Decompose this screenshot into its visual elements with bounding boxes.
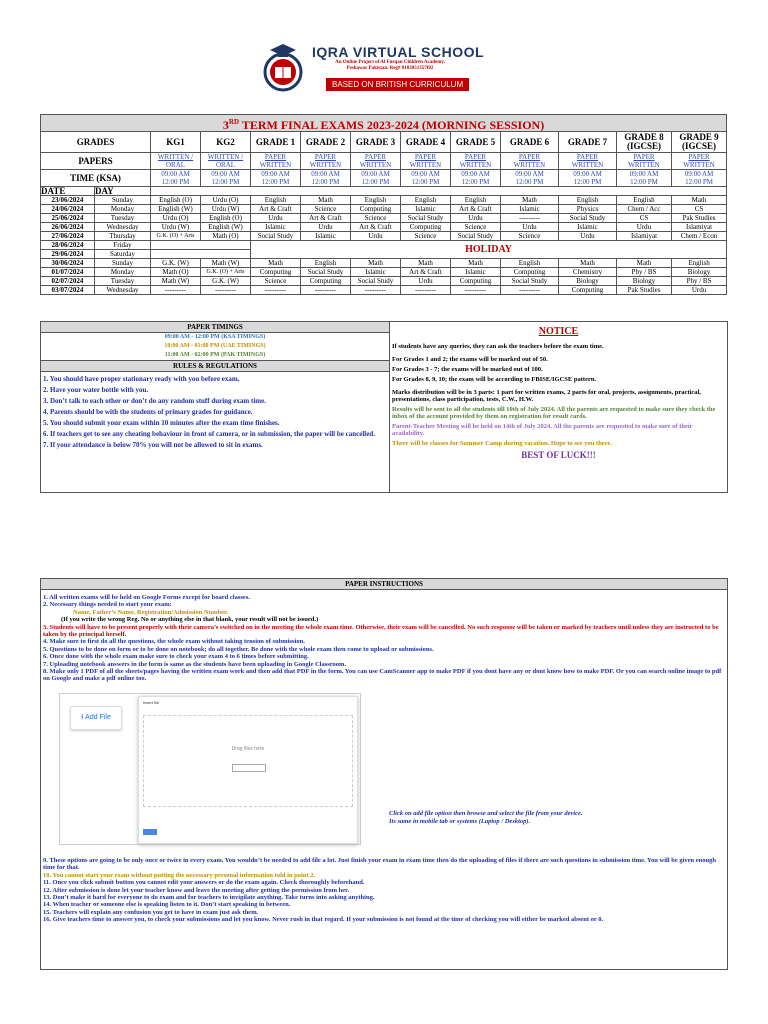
exam-subject: Math (W) <box>151 277 201 286</box>
exam-subject: Biology <box>617 277 672 286</box>
time-label: TIME (KSA) <box>41 170 151 187</box>
exam-subject: Math <box>301 196 351 205</box>
exam-subject: English <box>559 196 617 205</box>
paper-timing-time: 10:00 AM - 01:00 PM <box>164 343 220 349</box>
exam-subject: Urdu <box>301 223 351 232</box>
timings-rules-notice-section <box>40 321 728 493</box>
exam-subject: English <box>301 259 351 268</box>
exam-date: 27/06/2024 <box>41 232 95 241</box>
holiday-empty <box>151 250 251 259</box>
paper-type-line: PAPER <box>314 153 337 161</box>
day-label: DAY <box>95 187 151 196</box>
instruction-2b: (If you write the wrong Reg. No or anything else in that blank, your result will not be issued.) <box>61 616 319 624</box>
paper-type <box>617 153 672 170</box>
exam-subject: Math <box>672 196 727 205</box>
paper-type <box>151 153 201 170</box>
exam-subject: Computing <box>501 268 559 277</box>
rules-title: RULES & REGULATIONS <box>41 360 389 372</box>
exam-time-line: 09:00 AM <box>311 170 340 178</box>
instruction-15: 15. Teachers will explain any confusion you get to have in exam just ask them. <box>43 908 259 916</box>
exam-time-line: 12:00 PM <box>515 178 544 186</box>
exam-date: 23/06/2024 <box>41 196 95 205</box>
exam-subject: English <box>501 259 559 268</box>
exam-subject: Art & Craft <box>451 205 501 214</box>
drop-zone[interactable] <box>143 715 353 807</box>
exam-subject: Math <box>351 259 401 268</box>
exam-day: Friday <box>95 241 151 250</box>
exam-time <box>351 170 401 187</box>
instruction-2: 2. Necessary things needed to start your exam: <box>43 601 172 609</box>
exam-subject: English (W) <box>201 223 251 232</box>
paper-type <box>301 153 351 170</box>
exam-subject: Science <box>501 232 559 241</box>
paper-type <box>672 153 727 170</box>
paper-type <box>351 153 401 170</box>
exam-day: Wednesday <box>95 286 151 295</box>
paper-type <box>501 153 559 170</box>
paper-timings-title: PAPER TIMINGS <box>41 322 389 333</box>
exam-subject: --------- <box>301 286 351 295</box>
exam-time-line: 09:00 AM <box>684 170 714 178</box>
rule-item: 6. If teachers get to see any cheating behaviour in front of camera, or in submission, the paper will be cancelled. <box>43 430 375 438</box>
exam-subject: --------- <box>501 286 559 295</box>
title-text: TERM FINAL EXAMS 2023-2024 (MORNING SESSION) <box>239 117 545 132</box>
exam-subject: Urdu <box>451 214 501 223</box>
paper-type-line: WRITTEN <box>628 161 660 169</box>
grade-header: GRADE 4 <box>401 132 451 153</box>
holiday-empty <box>151 241 251 250</box>
rule-item: 3. Don’t talk to each other or don’t do any random stuff during exam time. <box>43 397 266 405</box>
exam-time-line: 09:00 AM <box>461 170 490 178</box>
exam-date: 01/07/2024 <box>41 268 95 277</box>
exam-time-line: 09:00 AM <box>515 170 544 178</box>
exam-subject: Pak Studies <box>672 214 727 223</box>
exam-subject: Computing <box>301 277 351 286</box>
rule-item: 1. You should have proper stationary ready with you before exam. <box>43 375 240 383</box>
exam-date: 30/06/2024 <box>41 259 95 268</box>
paper-type-line: PAPER <box>414 153 437 161</box>
exam-subject: --------- <box>501 214 559 223</box>
exam-date: 29/06/2024 <box>41 250 95 259</box>
exam-time <box>251 170 301 187</box>
exam-subject: Science <box>251 277 301 286</box>
drop-zone-text: Drag files here <box>231 746 265 752</box>
exam-row <box>41 277 727 286</box>
grade-header: GRADE 2 <box>301 132 351 153</box>
exam-time-line: 12:00 PM <box>411 178 440 186</box>
paper-type-line: PAPER <box>464 153 487 161</box>
insert-button[interactable] <box>143 829 157 835</box>
rule-item: 2. Have your water bottle with you. <box>43 386 149 394</box>
paper-type-line: PAPER <box>364 153 387 161</box>
paper-type <box>251 153 301 170</box>
exam-subject: English (O) <box>201 214 251 223</box>
holiday-label: HOLIDAY <box>251 241 727 259</box>
exam-time <box>672 170 727 187</box>
exam-subject: Islamic <box>251 223 301 232</box>
instruction-12: 12. After submission is done let your teacher know and leave the meeting after getting the permission from her. <box>43 886 350 894</box>
exam-time <box>151 170 201 187</box>
exam-row <box>41 259 727 268</box>
paper-type <box>451 153 501 170</box>
exam-day: Monday <box>95 205 151 214</box>
exam-subject: Urdu <box>401 277 451 286</box>
grade-header: GRADE 3 <box>351 132 401 153</box>
exam-time <box>451 170 501 187</box>
exam-time <box>401 170 451 187</box>
exam-subject: Social Study <box>501 277 559 286</box>
exam-time-line: 09:00 AM <box>411 170 440 178</box>
instruction-4: 4. Make sure to first do all the questions, the whole exam without taking tension of submission. <box>43 638 305 646</box>
instruction-10: 10. You cannot start your exam without putting the necessary personal information told in point 2. <box>43 871 316 879</box>
school-header <box>0 38 768 98</box>
add-file-note <box>389 810 583 826</box>
exam-subject: CS <box>617 214 672 223</box>
paper-type-line: WRITTEN <box>459 161 492 169</box>
curriculum-badge: BASED ON BRITISH CURRICULUM <box>326 78 469 91</box>
exam-time-line: 12:00 PM <box>161 178 190 186</box>
exam-subject: Social Study <box>401 214 451 223</box>
paper-type-line: ORAL <box>215 161 236 169</box>
exam-time-line: 12:00 PM <box>461 178 490 186</box>
school-name: IQRA VIRTUAL SCHOOL <box>312 44 485 60</box>
date-label: DATE <box>41 187 95 196</box>
insert-file-dialog-title: Insert file <box>143 700 160 705</box>
exam-subject: Phy / BS <box>672 277 727 286</box>
date-header-spacer <box>151 187 727 196</box>
exam-subject: Physics <box>559 205 617 214</box>
exam-time-line: 12:00 PM <box>685 178 713 186</box>
exam-subject: Computing <box>351 205 401 214</box>
exam-subject: --------- <box>251 286 301 295</box>
exam-subject: Math (W) <box>201 259 251 268</box>
paper-timing-zone: (KSA TIMINGS) <box>221 334 266 340</box>
exam-subject: Chem / Acc <box>617 205 672 214</box>
exam-subject: Math <box>617 259 672 268</box>
notice-p3: For Grades 3 - 7; the exams will be marked out of 100. <box>392 366 543 373</box>
exam-date: 28/06/2024 <box>41 241 95 250</box>
exam-subject: Computing <box>559 286 617 295</box>
paper-type-line: WRITTEN / <box>157 153 194 161</box>
paper-type-line: PAPER <box>633 153 655 161</box>
title-number: 3 <box>222 117 229 132</box>
paper-type-line: ORAL <box>165 161 186 169</box>
notice-p6: Results will be sent to all the students till 10th of July 2024. All the parents are requested to make sure they check the inbox of the account provided by them on registration for result cards. <box>392 406 716 420</box>
exam-subject: Social Study <box>451 232 501 241</box>
exam-subject: --------- <box>201 286 251 295</box>
exam-subject: English <box>672 259 727 268</box>
exam-subject: English (O) <box>151 196 201 205</box>
instruction-6: 6. Once done with the whole exam make sure to check your exam 4 to 6 times before submitting. <box>43 653 309 661</box>
instruction-13: 13. Don’t make it hard for everyone to do exam and for teachers to invigilate anything. Take turns into asking anything. <box>43 894 375 902</box>
exam-subject: English <box>451 196 501 205</box>
exam-subject: Islamic <box>451 268 501 277</box>
exam-subject: Math (O) <box>201 232 251 241</box>
exam-day: Sunday <box>95 196 151 205</box>
exam-subject: --------- <box>151 286 201 295</box>
paper-timing <box>41 342 389 351</box>
exam-schedule-table <box>40 114 727 295</box>
exam-subject: Computing <box>401 223 451 232</box>
paper-type-line: WRITTEN <box>571 161 604 169</box>
exam-subject: Urdu <box>251 214 301 223</box>
exam-subject: Science <box>451 223 501 232</box>
paper-type-line: WRITTEN <box>309 161 342 169</box>
exam-subject: Urdu <box>617 223 672 232</box>
exam-row <box>41 214 727 223</box>
exam-subject: Urdu <box>672 286 727 295</box>
instruction-5: 5. Questions to be done on form or to be done on notebook; do all together. Be done with the whole exam then come to upload or submissions. <box>43 645 434 653</box>
exam-subject: --------- <box>451 286 501 295</box>
exam-subject: Pak Studies <box>617 286 672 295</box>
add-file-note-line-2: Its same in mobile tab or systems (Laptop / Desktop). <box>389 818 531 825</box>
exam-subject: Urdu (W) <box>151 223 201 232</box>
exam-time <box>559 170 617 187</box>
exam-subject: Urdu <box>351 232 401 241</box>
grade-header: GRADE 8 (IGCSE) <box>617 132 672 153</box>
grade-header: GRADE 1 <box>251 132 301 153</box>
exam-subject: Chem / Econ <box>672 232 727 241</box>
exam-time-line: 12:00 PM <box>630 178 658 186</box>
exam-day: Tuesday <box>95 277 151 286</box>
exam-day: Sunday <box>95 259 151 268</box>
exam-row <box>41 232 727 241</box>
exam-date: 03/07/2024 <box>41 286 95 295</box>
title-superscript: RD <box>228 117 240 126</box>
paper-timing <box>41 351 389 360</box>
grade-header: KG2 <box>201 132 251 153</box>
instruction-9: 9. These options are going to be only once or twice in every exam. You wouldn’t be needed to add file a lot. Just finish your exam in exam time then do the uploading of files if there are such questions in submission time. You will be given enough time for that. <box>43 857 717 872</box>
exam-subject: English <box>617 196 672 205</box>
exam-time-line: 09:00 AM <box>261 170 290 178</box>
papers-label: PAPERS <box>41 153 151 170</box>
exam-subject: Biology <box>672 268 727 277</box>
exam-subject: Science <box>401 232 451 241</box>
paper-type-line: WRITTEN <box>683 161 715 169</box>
exam-time-line: 09:00 AM <box>629 170 659 178</box>
exam-subject: Social Study <box>301 268 351 277</box>
exam-date: 24/06/2024 <box>41 205 95 214</box>
browse-button[interactable] <box>232 764 266 772</box>
exam-subject: Math <box>401 259 451 268</box>
rule-item: 5. You should submit your exam within 10 minutes after the exam time finishes. <box>43 419 280 427</box>
exam-subject: English (W) <box>151 205 201 214</box>
exam-row <box>41 205 727 214</box>
add-file-note-line-1: Click on add file option then browse and select the file from your device. <box>389 810 583 817</box>
exam-day: Saturday <box>95 250 151 259</box>
grade-header: GRADE 6 <box>501 132 559 153</box>
exam-subject: Urdu <box>559 232 617 241</box>
exam-subject: English <box>351 196 401 205</box>
exam-subject: Islamic <box>559 223 617 232</box>
exam-subject: Biology <box>559 277 617 286</box>
exam-subject: Social Study <box>559 214 617 223</box>
add-file-label: Add File <box>85 714 111 721</box>
paper-type <box>401 153 451 170</box>
rule-item: 7. If your attendance is below 70% you will not be allowed to sit in exams. <box>43 441 263 449</box>
exam-subject: Phy / BS <box>617 268 672 277</box>
notice-p8: There will be classes for Summer Camp during vacation. Hope to see you there. <box>392 440 612 447</box>
instructions-body-continued <box>41 857 725 924</box>
exam-date: 26/06/2024 <box>41 223 95 232</box>
instruction-2a: Name, Father’s Name, Registration/Admission Number. <box>73 608 229 616</box>
paper-type-line: PAPER <box>576 153 599 161</box>
exam-subject: Islamic <box>351 268 401 277</box>
grade-header: KG1 <box>151 132 201 153</box>
exam-subject: Social Study <box>251 232 301 241</box>
grade-header: GRADE 9 (IGCSE) <box>672 132 727 153</box>
insert-file-dialog <box>138 696 358 844</box>
paper-type-line: WRITTEN <box>259 161 292 169</box>
exam-subject: Islamiyat <box>672 223 727 232</box>
exam-date: 25/06/2024 <box>41 214 95 223</box>
exam-day: Tuesday <box>95 214 151 223</box>
exam-time <box>617 170 672 187</box>
timings-rules-column <box>41 322 390 492</box>
grade-header: GRADE 7 <box>559 132 617 153</box>
exam-time <box>501 170 559 187</box>
exam-row <box>41 241 727 250</box>
add-file-button[interactable]: ⭱ Add File <box>70 706 122 730</box>
instruction-16: 16. Give teachers time to answer you, to check your submissions and let you know. Never rush in that regard. If your submission is not found at the time of checking you will either be marked absent or 0. <box>43 916 604 924</box>
instruction-7: 7. Uploading notebook answers in the form is same as the students have been uploading in Google Classroom. <box>43 660 347 668</box>
exam-time-line: 09:00 AM <box>211 170 240 178</box>
exam-time-line: 09:00 AM <box>161 170 190 178</box>
exam-subject: G.K. (O) + Arts <box>151 232 201 241</box>
exam-time-line: 12:00 PM <box>361 178 390 186</box>
exam-subject: Art & Craft <box>301 214 351 223</box>
instructions-body <box>41 590 727 687</box>
paper-type-line: PAPER <box>688 153 710 161</box>
exam-subject: Islamiyat <box>617 232 672 241</box>
notice-column <box>390 322 727 492</box>
exam-subject: Islamic <box>301 232 351 241</box>
exam-subject: Science <box>351 214 401 223</box>
paper-type-line: WRITTEN / <box>207 153 244 161</box>
exam-time-line: 09:00 AM <box>573 170 602 178</box>
exam-time-line: 09:00 AM <box>361 170 390 178</box>
exam-subject: CS <box>672 205 727 214</box>
exam-time-line: 12:00 PM <box>311 178 340 186</box>
exam-subject: Urdu (W) <box>201 205 251 214</box>
exam-subject: English <box>251 196 301 205</box>
instruction-11: 11. Once you click submit button you cannot edit your answers or do the exam again. Check thoroughly beforehand. <box>43 879 365 887</box>
grades-label: GRADES <box>41 132 151 153</box>
notice-p7: Parent-Teacher Meeting will be held on 14th of July 2024. All the parents are requested to make sure of their availability. <box>392 423 693 437</box>
exam-subject: Islamic <box>501 205 559 214</box>
exam-subject: Social Study <box>351 277 401 286</box>
notice-p4: For Grades 8, 9, 10; the exam will be according to FBISE/IGCSE pattern. <box>392 376 597 383</box>
exam-day: Wednesday <box>95 223 151 232</box>
instruction-14: 14. When teacher or someone else is speaking listen to it. Don’t start speaking in between. <box>43 901 291 909</box>
school-subtitle <box>330 60 450 72</box>
exam-subject: Math <box>451 259 501 268</box>
exam-time-line: 12:00 PM <box>211 178 240 186</box>
instruction-3: 3. Students will have to be present properly with their camera’s switched on in the meeting the whole exam time. Otherwise, their exam will be cancelled. No such response will be taken or marked by teachers until unless they are instructed to be taken by the principal herself. <box>43 623 719 639</box>
notice-p2: For Grades 1 and 2; the exams will be marked out of 50. <box>392 356 548 363</box>
exam-time <box>201 170 251 187</box>
school-logo-icon <box>258 40 308 96</box>
exam-date: 02/07/2024 <box>41 277 95 286</box>
paper-timing-zone: (PAK TIMINGS) <box>220 352 266 358</box>
exam-subject: Science <box>301 205 351 214</box>
exam-title <box>41 115 727 132</box>
exam-subject: --------- <box>401 286 451 295</box>
exam-subject: G.K. (W) <box>151 259 201 268</box>
exam-subject: G.K. (W) <box>201 277 251 286</box>
grade-header: GRADE 5 <box>451 132 501 153</box>
exam-subject: Math <box>501 196 559 205</box>
exam-subject: Computing <box>451 277 501 286</box>
exam-time-line: 12:00 PM <box>573 178 602 186</box>
exam-subject: Math <box>251 259 301 268</box>
notice-p1: If students have any queries, they can ask the teachers before the exam time. <box>392 343 604 350</box>
instruction-1: 1. All written exams will be held on Google Forms except for board classes. <box>43 594 250 601</box>
rule-item: 4. Parents should be with the students of primary grades for guidance. <box>43 408 253 416</box>
paper-type-line: WRITTEN <box>409 161 442 169</box>
school-subtitle-line-2: Peshawar Pakistan. Reg# 0103051357f02 <box>346 66 434 71</box>
paper-timings-list <box>41 333 389 360</box>
exam-day: Thursday <box>95 232 151 241</box>
exam-row <box>41 268 727 277</box>
exam-subject: Chemistry <box>559 268 617 277</box>
paper-type-line: WRITTEN <box>513 161 546 169</box>
exam-subject: Urdu (O) <box>151 214 201 223</box>
paper-timing <box>41 333 389 342</box>
exam-time-line: 12:00 PM <box>261 178 290 186</box>
exam-subject: Urdu (O) <box>201 196 251 205</box>
exam-subject: G.K. (O) + Arts <box>201 268 251 277</box>
paper-timing-zone: (UAE TIMINGS) <box>220 343 266 349</box>
exam-subject: Art & Craft <box>401 268 451 277</box>
exam-time <box>301 170 351 187</box>
exam-subject: Computing <box>251 268 301 277</box>
exam-subject: Art & Craft <box>351 223 401 232</box>
notice-p5: Marks distribution will be in 3 parts: 1 part for written exams, 2 parts for oral, projects, assignments, practical, presentations, class participation, tests, C.W., H.W. <box>392 389 701 403</box>
paper-type-line: WRITTEN <box>359 161 392 169</box>
exam-subject: Art & Craft <box>251 205 301 214</box>
paper-type-line: PAPER <box>518 153 541 161</box>
notice-title: NOTICE <box>538 326 579 337</box>
best-of-luck: BEST OF LUCK!!! <box>521 450 596 460</box>
exam-subject: Math (O) <box>151 268 201 277</box>
exam-day: Monday <box>95 268 151 277</box>
exam-subject: Math <box>559 259 617 268</box>
exam-row <box>41 223 727 232</box>
paper-timing-time: 11:00 AM - 02:00 PM <box>164 352 220 358</box>
paper-type <box>559 153 617 170</box>
school-subtitle-line-1: An Online Project of Al Furqan Children Academy, <box>335 60 445 65</box>
paper-type <box>201 153 251 170</box>
instruction-8: 8. Make only 1 PDF of all the sheets/pages having the written exam work and then add that PDF in the form. You can use CamScanner app to make PDF if you dont have any or dont know how to make PDF. Or you can search online image to pdf on Google and make a pdf online too. <box>43 668 722 683</box>
exam-row <box>41 196 727 205</box>
add-file-screenshot <box>59 693 361 845</box>
exam-subject: Urdu <box>501 223 559 232</box>
exam-subject: English <box>401 196 451 205</box>
paper-type-line: PAPER <box>264 153 287 161</box>
rules-list <box>41 372 389 455</box>
exam-subject: --------- <box>351 286 401 295</box>
paper-timing-time: 09:00 AM - 12:00 PM <box>164 334 220 340</box>
instructions-title: PAPER INSTRUCTIONS <box>41 579 727 590</box>
exam-subject: Islamic <box>401 205 451 214</box>
paper-instructions-section <box>40 578 728 970</box>
exam-row <box>41 286 727 295</box>
